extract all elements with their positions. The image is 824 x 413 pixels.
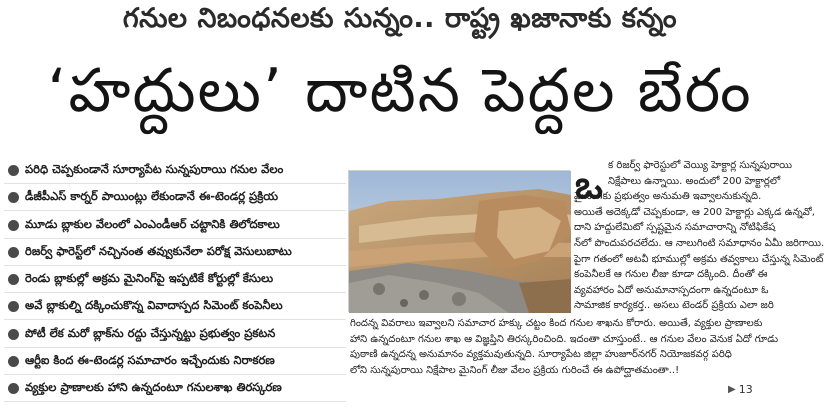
article-line: క రిజర్వ్ ఫారెస్టులో వెయ్యి హెక్టార్ల సున్నపురాయి: [608, 160, 792, 171]
article-line: దాని హద్దులేమిటో స్పష్టమైన సమాచారాన్ని నోటిఫికేష: [574, 222, 776, 234]
bullet-item: [4, 322, 346, 348]
article-line: గిందన్న వివరాలు ఇవ్వాలని సమాచార హక్కు చట్టం కింద గనుల శాఖను కోరారు. అయితే, వ్యక్తుల ప్రాణాలకు: [350, 318, 763, 329]
article-line: సామాజిక కార్యకర్త.. అసలు టెండర్ ప్రక్రియ ఎలా జరి: [574, 300, 774, 312]
article-side-column: [574, 158, 824, 314]
bullet-dot-icon: [8, 356, 19, 367]
article-line: పైగా గతంలో అటవీ భూముల్లో అక్రమ తవ్వకాలు చేస్తున్న సిమెంట్: [574, 253, 824, 265]
page-number: 13: [738, 382, 753, 396]
bullet-item: [4, 376, 346, 402]
arrow-right-icon: ▶: [728, 383, 736, 395]
bullet-text: రెండు బ్లాకుల్లో అక్రమ మైనింగ్‌పై ఇప్పటికే కోర్టుల్లో కేసులు: [25, 271, 274, 286]
bullet-text: పోటీ లేక మరో బ్లాక్‌ను రద్దు చేస్తున్నట్టు ప్రభుత్వం ప్రకటన: [25, 325, 276, 340]
article-line: లోని సున్నపురాయి నిక్షేపాల మైనింగ్ లీజు వేలం ప్రక్రియ గురించే ఈ ఉపోద్ఘాతమంతా..!: [350, 364, 680, 376]
bullet-text: అవే బ్లాకుల్ని దక్కించుకొన్న వివాదాస్పద సిమెంట్ కంపెనీలు: [25, 298, 283, 313]
quarry-photo: [348, 170, 570, 312]
bullet-dot-icon: [8, 247, 19, 258]
bullet-item: [4, 213, 346, 239]
bullet-dot-icon: [8, 301, 19, 312]
article-line: పుఠాణి ఉన్నదన్న అనుమానం వ్యక్తమవుతున్నది. సూర్యాపేట జిల్లా హుజూర్‌నగర్ నియోజకవర్గ పరిధి: [350, 349, 732, 361]
bullet-dot-icon: [8, 165, 19, 176]
bullet-dot-icon: [8, 220, 19, 231]
bullet-text: రిజర్వ్ ఫారెస్ట్‌లో నచ్చినంత తవ్వుకునేలా పరోక్ష వెసులుబాటు: [25, 243, 292, 258]
bullet-dot-icon: [8, 329, 19, 340]
article-line: నిక్షేపాలు ఉన్నాయి. అందులో 200 హెక్టార్లలో: [608, 175, 781, 187]
article-line: న్‌లో పొందుపరచలేదు. ఆ నాలుగింటి సమాధానం ఏమీ జరిగాయి.: [574, 237, 824, 249]
highlight-bullets: [4, 158, 346, 402]
article-line: హాని ఉన్నదంటూ గనుల శాఖ ఆ విజ్ఞప్తిని తిరస్కరించింది. ఇదంతా చూస్తుంటే.. ఆ గనుల వేలం వెనుక ఏదో గూడు: [350, 333, 779, 345]
bullet-text: పరిధి చెప్పకుండానే సూర్యాపేట సున్నపురాయి గనుల వేలం: [25, 162, 284, 176]
continued-page-ref[interactable]: [728, 381, 768, 397]
article-line: అయితే అదెక్కడో చెప్పకుండా, ఆ 200 హెక్టార్లు ఎక్కడ ఉన్నవో,: [574, 206, 815, 218]
bullet-text: వ్యక్తుల ప్రాణాలకు హాని ఉన్నదంటూ గనులశాఖ తిరస్కరణ: [25, 380, 282, 395]
bullet-item: [4, 240, 346, 266]
bullet-text: డీజీపీఎస్ కార్నర్ పాయింట్లు లేకుండానే ఈ-టెండర్ల ప్రక్రియ: [25, 189, 279, 204]
kicker-headline: గనుల నిబంధనలకు సున్నం.. రాష్ట్ర ఖజానాకు కన్నం: [122, 3, 678, 34]
bullet-item: [4, 349, 346, 375]
article-line: మైనింగ్‌కు ప్రభుత్వం అనుమతి ఇవ్వాలనుకున్నది.: [574, 191, 762, 203]
bullet-item: [4, 185, 346, 211]
bullet-dot-icon: [8, 274, 19, 285]
bullet-item: [4, 294, 346, 320]
bullet-item: [4, 158, 346, 184]
bullet-dot-icon: [8, 383, 19, 394]
drop-cap: ఒ: [575, 163, 603, 207]
bullet-text: మూడు బ్లాకుల వేలంలో ఎంఎండీఆర్ చట్టానికి తిలోదకాలు: [25, 216, 280, 231]
main-headline: ‘హద్దులు’ దాటిన పెద్దల బేరం: [47, 56, 753, 126]
bullet-dot-icon: [8, 192, 19, 203]
article-line: వ్యవహారం ఏదో అనుమానాస్పదంగా ఉన్నదంటూ ఓ: [574, 284, 769, 296]
bullet-text: ఆర్టీఐ కింద ఈ-టెండర్ల సమాచారం ఇచ్చేందుకు నిరాకరణ: [25, 353, 275, 368]
article-line: కంపెనీలకే ఆ గనుల లీజు కూడా దక్కింది. దీంతో ఈ: [574, 269, 768, 281]
bullet-item: [4, 267, 346, 293]
